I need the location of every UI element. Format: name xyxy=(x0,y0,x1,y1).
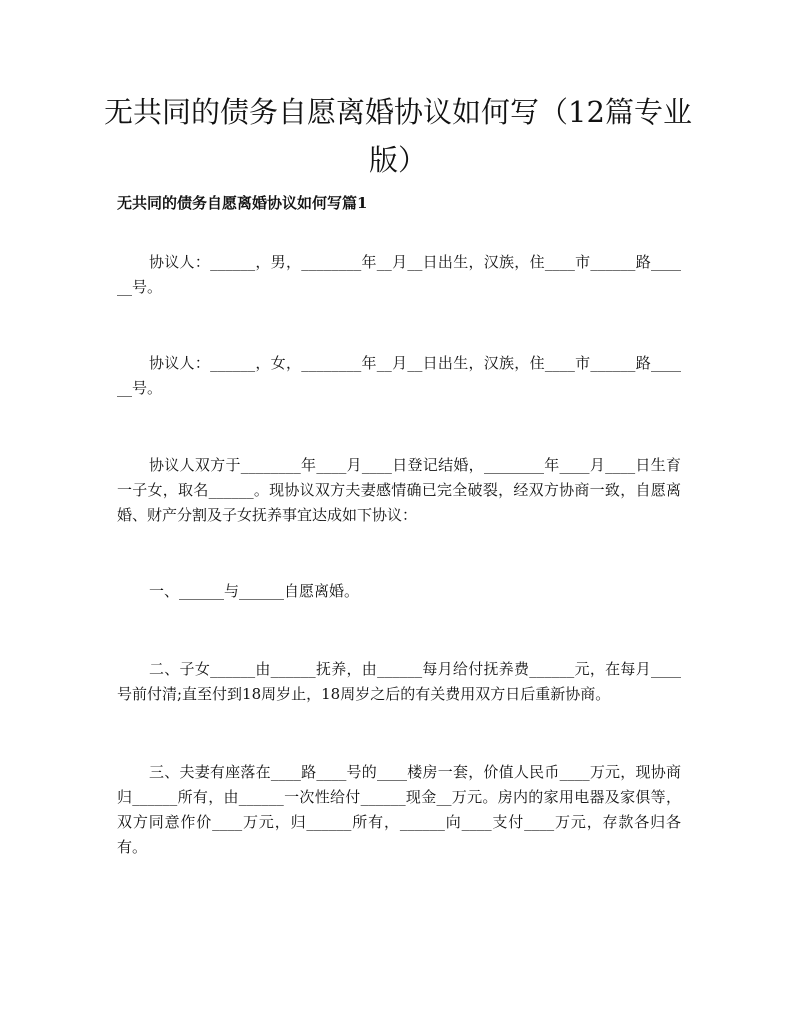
paragraph-party-female: 协议人：______，女，________年__月__日出生，汉族，住____市______路______号。 xyxy=(117,354,681,397)
paragraph-marriage-info: 协议人双方于________年____月____日登记结婚，________年____月____日生育一子女，取名______。现协议双方夫妻感情确已完全破裂，经双方协商一致，自愿离婚、财产分割及子女抚养事宜达成如下协议： xyxy=(117,456,681,524)
paragraph-clause-3: 三、夫妻有座落在____路____号的____楼房一套，价值人民币____万元，现协商归______所有，由______一次性给付______现金__万元。房内的家用电器及家俱等，双方同意作价____万元，归______所有，______向____支付____万元，存款各归各有。 xyxy=(117,763,681,856)
paragraph-clause-1: 一、______与______自愿离婚。 xyxy=(149,582,360,600)
paragraph-clause-2: 二、子女______由______抚养，由______每月给付抚养费______元，在每月____号前付清;直至付到18周岁止，18周岁之后的有关费用双方日后重新协商。 xyxy=(117,660,681,703)
document-title: 无共同的债务自愿离婚协议如何写（12篇专业版） xyxy=(104,95,692,177)
paragraph-party-male: 协议人：______，男，________年__月__日出生，汉族，住____市______路______号。 xyxy=(117,253,681,296)
section-heading: 无共同的债务自愿离婚协议如何写篇1 xyxy=(117,194,368,212)
